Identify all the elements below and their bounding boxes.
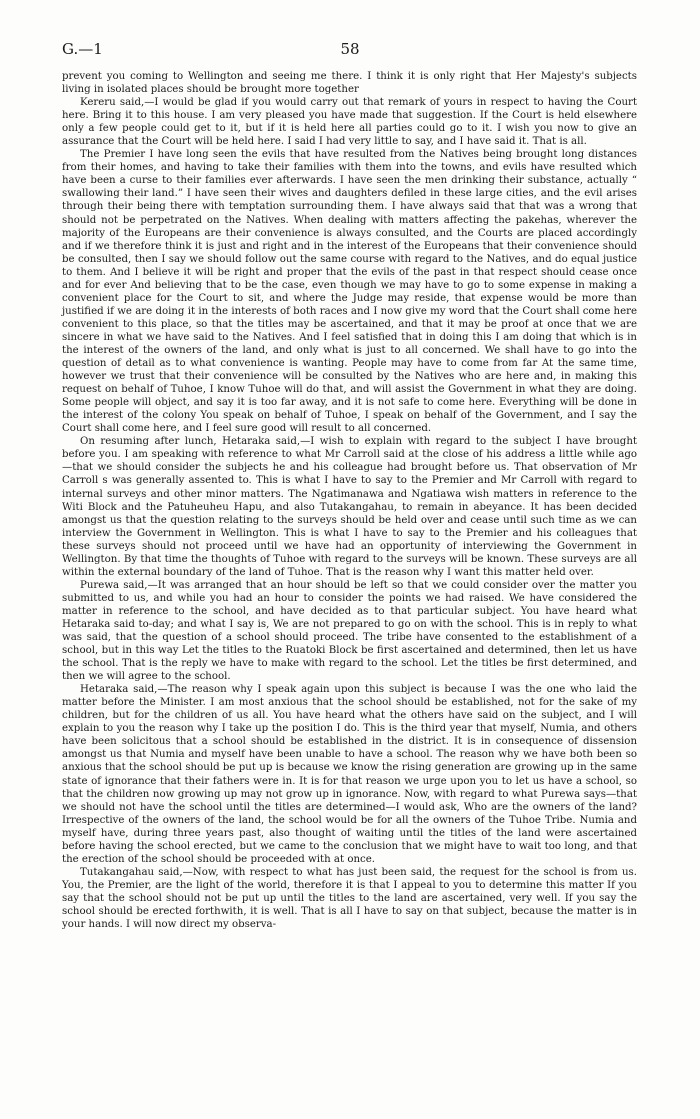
paragraph-hetaraka-school: Hetaraka said,—The reason why I speak again upon this subject is because I was the one who laid the matter before the Minister. I am most anxious that the school should be established, not for the sake of my children, but for the children of us all. You have heard what the others have said on the subject, and I will explain to you the reason why I take up the position I do. This is the third year that myself, Numia, and others have been solicitous that a school should be established in the district. It is in consequence of dissension amongst us that Numia and myself have been unable to have a school. The reason why we have both been so anxious that the school should be put up is because we know the rising generation are growing up in the same state of ignorance that their fathers were in. It is for that reason we urge upon you to let us have a school, so that the children now growing up may not grow up in ignorance. Now, with regard to what Purewa says—that we should not have the school until the titles are determined—I would ask, Who are the owners of the land? Irrespective of the owners of the land, the school would be for all the owners of the Tuhoe Tribe. Numia and myself have, during three years past, also thought of waiting until the titles of the land were ascertained before having the school erected, but we came to the conclusion that we might have to wait too long, and that the erection of the school should be proceeded with at once.	[62, 684, 637, 865]
paragraph-hetaraka-surveys: On resuming after lunch, Hetaraka said,—I wish to explain with regard to the subject I have brought before you. I am speaking with reference to what Mr Carroll said at the close of his address a little while ago—that we should consider the subjects he and his colleague had brought before us. That observation of Mr Carroll s was generally assented to. This is what I have to say to the Premier and Mr Carroll with regard to internal surveys and other minor matters. The Ngatimanawa and Ngatiawa wish matters in reference to the Witi Block and the Patuheuheu Hapu, and also Tutakangahau, to remain in abeyance. It has been decided amongst us that the question relating to the surveys should be held over and cease until such time as we can interview the Government in Wellington. This is what I have to say to the Premier and his colleagues that these surveys should not proceed until we have had an opportunity of interviewing the Government in Wellington. By that time the thoughts of Tuhoe with regard to the surveys will be known. These surveys are all within the external boundary of the land of Tuhoe. That is the reason why I want this matter held over.	[62, 436, 637, 578]
paragraph-continued: prevent you coming to Wellington and seeing me there. I think it is only right that Her Majesty's subjects living in isolated places should be brought more together	[62, 71, 637, 96]
page-header	[62, 40, 638, 60]
document-body	[62, 70, 637, 931]
paragraph-purewa: Purewa said,—It was arranged that an hour should be left so that we could consider over the matter you submitted to us, and while you had an hour to consider the points we had raised. We have considered the matter in reference to the school, and have decided as to that particular subject. You have heard what Hetaraka said to-day; and what I say is, We are not prepared to go on with the school. This is in reply to what was said, that the question of a school should proceed. The tribe have consented to the establishment of a school, but in this way Let the titles to the Ruatoki Block be first ascertained and determined, then let us have the school. That is the reply we have to make with regard to the school. Let the titles be first determined, and then we will agree to the school.	[62, 579, 637, 683]
paragraph-premier: The Premier I have long seen the evils that have resulted from the Natives being brought long distances from their homes, and having to take their families with them into the towns, and evils have resulted which have been a curse to their families ever afterwards. I have seen the men drinking their substance, actually “ swallowing their land.” I have seen their wives and daughters defiled in these large cities, and the evil arises through their being there with temptation surrounding them. I have always said that that was a wrong that should not be perpetrated on the Natives. When dealing with matters affecting the pakehas, wherever the majority of the Europeans are their convenience is always consulted, and the Courts are placed accordingly and if we therefore think it is just and right and in the interest of the Europeans that their convenience should be consulted, then I say we should follow out the same course with regard to the Natives, and do equal justice to them. And I believe it will be right and proper that the evils of the past in that respect should cease once and for ever And believing that to be the case, even though we may have to go to some expense in making a convenient place for the Court to sit, and where the Judge may reside, that expense would be more than justified if we are doing it in the interests of both races and I now give my word that the Court shall come here convenient to this place, so that the titles may be ascertained, and that it may be proof at once that we are sincere in what we have said to the Natives. And I feel satisfied that in doing this I am doing that which is in the interest of the owners of the land, and only what is just to all concerned. We shall have to go into the question of detail as to what convenience is wanting. People may have to come from far At the same time, however we trust that their convenience will be consulted by the Natives who are here and, in making this request on behalf of Tuhoe, I know Tuhoe will do that, and will assist the Government in what they are doing. Some people will object, and say it is too far away, and it is not safe to come here. Everything will be done in the interest of the colony You speak on behalf of Tuhoe, I speak on behalf of the Government, and I say the Court shall come here, and I feel sure good will result to all concerned.	[62, 149, 637, 435]
page-number: 58	[340, 40, 360, 58]
document-reference: G.—1	[62, 40, 103, 58]
paragraph-kereru: Kereru said,—I would be glad if you would carry out that remark of yours in respect to having the Court here. Bring it to this house. I am very pleased you have made that suggestion. If the Court is held elsewhere only a few people could get to it, but if it is held here all parties could go to it. I wish you now to give an assurance that the Court will be held here. I said I had very little to say, and I have said it. That is all.	[62, 97, 637, 148]
paragraph-tutakangahau: Tutakangahau said,—Now, with respect to what has just been said, the request for the school is from us. You, the Premier, are the light of the world, therefore it is that I appeal to you to determine this matter If you say that the school should not be put up until the titles to the land are ascertained, very well. If you say the school should be erected forthwith, it is well. That is all I have to say on that subject, because the matter is in your hands. I will now direct my observa-	[62, 866, 637, 931]
